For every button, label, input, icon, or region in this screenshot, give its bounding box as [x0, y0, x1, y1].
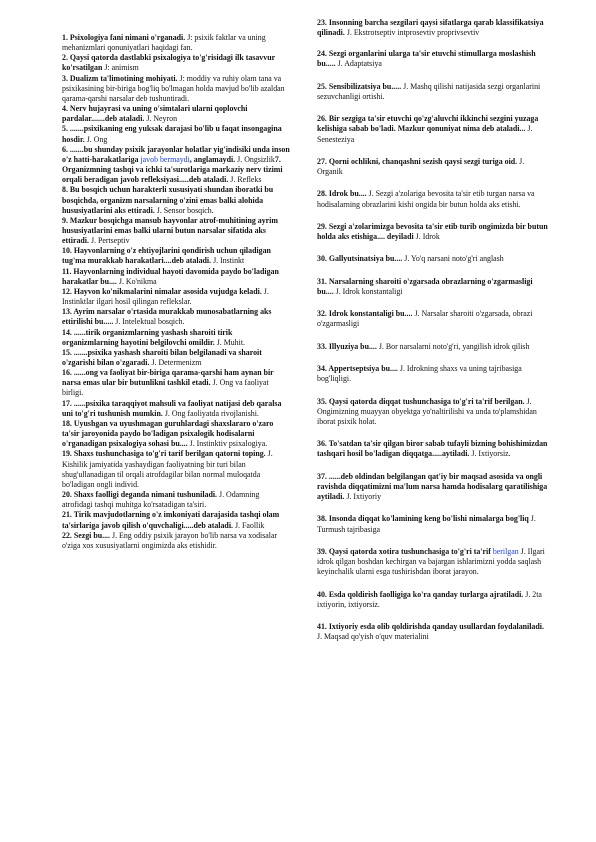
question-text: 35. Qaysi qatorda diqqat tushunchasiga to'g'ri ta'rif berilgan. — [317, 396, 525, 406]
question-item — [62, 267, 290, 287]
question-text: 27. Qorni ochlikni, chanqashni sezish qaysi sezgi turiga oid. — [317, 156, 518, 166]
answer-text: J. Intelektual bosqich. — [115, 317, 185, 327]
answer-text: J. Ekstrotseptiv intprosevtiv proprivsevtiv — [346, 28, 480, 38]
question-item — [317, 397, 549, 427]
answer-text: J. 2ta ixtiyorin, ixtiyorsiz. — [317, 589, 542, 609]
answer-text: J. Turmush tajribasiga — [317, 514, 536, 534]
answer-text: J. Neyron — [146, 114, 178, 124]
question-text: 34. Appertseptsiya bu.... — [317, 364, 398, 374]
answer-text: J. Ong — [86, 134, 108, 144]
question-item — [62, 185, 290, 215]
question-item — [62, 348, 290, 368]
answer-text: J. Senesteziya — [317, 124, 533, 144]
answer-text: J. Pertseptiv — [90, 236, 130, 246]
question-item — [317, 547, 549, 577]
question-item — [317, 157, 549, 177]
question-item — [62, 419, 290, 449]
question-text: 5. .......psixikaning eng yuksak darajasi bo'lib u faqat insongagina hosdir. — [62, 124, 282, 144]
question-text: 41. Ixtiyoriy esda olib qoldirishda qanday usullardan foydalaniladi. — [317, 622, 544, 632]
answer-text: J. Organik — [317, 156, 525, 177]
question-text: 23. Insonning barcha sezgilari qaysi sifatlarga qarab klassifikatsiya qilinadi. — [317, 18, 544, 38]
answer-text: J. Yo'q narsani noto'g'ri anglash — [404, 254, 504, 264]
answer-text: J: moddiy va ruhiy olam tana va psixikasining bir-biriga bog'liq bo'lmagan holda mavjud bo'lib azaldan qarama-qarshi narsalar deb tushuntiradi. — [62, 73, 285, 103]
answer-text: J. Ko'nikma — [118, 276, 157, 286]
question-text: 40. Esda qoldirish faolligiga ko'ra qanday turlarga ajratiladi. — [317, 589, 524, 599]
question-text: 37. ......deb oldindan belgilangan qat'iy bir maqsad asosida va ongli ravishda diqqatimizni ma'lum narsa hamda hodisalarg qaratilishiga aytiladi. — [317, 471, 548, 502]
answer-text: J. Muhit. — [216, 337, 245, 347]
question-item — [317, 622, 549, 642]
question-item — [317, 189, 549, 209]
answer-text: J. Ong faoliyatda rivojlanishi. — [164, 408, 259, 418]
answer-text: J. Idrokning shaxs va uning tajribasiga bog'liqligi. — [317, 364, 522, 384]
question-text: 19. Shaxs tushunchasiga to'g'ri tarif berilgan qatorni toping. — [62, 449, 266, 459]
question-text: 21. Tirik mavjudotlarning o'z imkoniyati darajasida tashqi olam ta'sirlariga javob qilish o'quvchaligi.....deb ataladi. — [62, 510, 280, 530]
answer-text: J. Refleks — [230, 175, 262, 185]
question-text: 38. Insonda diqqat ko'lamining keng bo'lishi nimalarga bog'liq — [317, 514, 529, 524]
question-text: 4. Nerv hujayrasi va uning o'simtalari ularni qoplovchi pardalar.......deb ataladi. — [62, 104, 248, 124]
question-text: 33. Illyuziya bu.... — [317, 341, 377, 351]
question-text: 7. Organizmning tashqi va ichki ta'surotlariga markaziy nerv tizimi orqali beradigan javob refleksiyasi.....deb ataladi. — [62, 154, 283, 185]
question-text: 15. .......psixika yashash sharoiti bilan belgilanadi va sharoit o'zgarishi bilan o'zgaradi. — [62, 347, 262, 367]
answer-text: J. Eng oddiy psixik jarayon bo'lib narsa va xodisalar o'ziga xos xususiyatlarni ongimizda aks etishidir. — [62, 530, 278, 550]
question-item — [317, 309, 549, 329]
question-item — [62, 104, 290, 124]
answer-text: J. Ongimizning muayyan obyektga yo'naltirilishi va unda to'plamshidan iborat psixik holat. — [317, 396, 537, 426]
answer-text: J. Ixtiyorsiz. — [471, 449, 511, 459]
question-text: 14. ......tirik organizmlarning yashash sharoiti tirik organizmlarning hayotini belgilovchi omildir. — [62, 327, 233, 347]
question-text: 11. Hayvonlarning individual hayoti davomida paydo bo'ladigan harakatlar bu.... — [62, 266, 279, 286]
highlighted-text: javob bermaydi — [140, 154, 190, 164]
question-item — [62, 33, 290, 53]
question-item — [62, 246, 290, 266]
question-text: 10. Hayvonlarning o'z ehtiyojlarini qondirish uchun qiladigan tug'ma murakkab harakatlari....deb ataladi. — [62, 246, 271, 266]
question-item — [317, 439, 549, 459]
question-item — [62, 307, 290, 327]
question-text: 26. Bir sezgiga ta'sir etuvchi qo'zg'aluvchi ikkinchi sezgini yuzaga kelishiga sabab bo'ladi. Mazkur qonuniyat nima deb ataladi... — [317, 114, 539, 134]
answer-text: J: psixik faktlar va uning mehanizmlari qonuniyatlari haqidagi fan. — [62, 33, 266, 53]
answer-text: J. Sezgi a'zolariga bevosita ta'sir etib turgan narsa va hodisalarning obrazlarini kishi ongida bir butun holda aks etishi. — [317, 189, 535, 209]
question-item — [317, 364, 549, 384]
left-column — [62, 33, 290, 551]
question-item — [317, 590, 549, 610]
question-text: 25. Sensibilizatsiya bu..... — [317, 81, 402, 91]
answer-text: J. Faollik — [234, 520, 265, 530]
answer-text: J. Idrok — [415, 232, 440, 242]
answer-text: J. Adaptatsiya — [337, 59, 382, 69]
question-text: 39. Qaysi qatorda xotira tushunchasiga to'g'ri ta'rif — [317, 546, 491, 556]
answer-text: J. Kishilik jamiyatida yashaydigan faoliyatning bir turi bilan shug'ullanadigan til orqali atrofdagilar bilan normal muloqatda bo'ladigan ongli individ. — [62, 449, 273, 489]
question-item — [62, 449, 290, 490]
question-text: 16. ......ong va faoliyat bir-biriga qarama-qarshi ham aynan bir narsa emas ular bir butunlikni tashkil etadi. — [62, 368, 274, 388]
answer-text: J. Bor narsalarni noto'g'ri, yangilish idrok qilish — [378, 341, 530, 351]
question-item — [62, 490, 290, 510]
question-text: 24. Sezgi organlarini ularga ta'sir etuvchi stimullarga moslashish bu..... — [317, 49, 536, 69]
question-text: , anglamaydi. — [189, 154, 236, 164]
question-item — [317, 49, 549, 69]
question-text: 17. ......psixika taraqqiyot mahsuli va faoliyat natijasi deb qaralsa uni to'g'ri tushunish mumkin. — [62, 398, 282, 418]
question-text: 12. Hayvon ko'nikmalarini nimalar asosida vujudga keladi. — [62, 286, 262, 296]
question-item — [62, 74, 290, 104]
answer-text: J. Instinktiv psixalogiya. — [189, 439, 268, 449]
answer-text: J. Determenizm — [151, 358, 202, 367]
question-text: 30. Gallyutsinatsiya bu.... — [317, 254, 403, 264]
answer-text: J. Instinktlar ilgari hosil qilingan reflekslar. — [62, 286, 269, 307]
question-item — [62, 287, 290, 307]
question-text: 8. Bu bosqich uchun harakterli xususiyati shundan iboratki bu bosqichda, organizm narsalarning o'zini emas balki alohida hususiyatlarini aks ettiradi. — [62, 185, 274, 215]
question-text: 6. .......bu shunday psixik jarayonlar holatlar yig'indisiki unda inson o'z hatti-harakatlariga — [62, 144, 290, 164]
question-item — [62, 124, 290, 144]
question-text: 1. Psixologiya fani nimani o'rganadi. — [62, 33, 186, 42]
answer-text: J. Sensor bosqich. — [156, 205, 214, 215]
answer-text: J. Odamning atrofidagi tashqi muhitga ko'rsatadigan ta'siri. — [62, 490, 260, 510]
question-item — [317, 472, 549, 502]
question-item — [62, 368, 290, 398]
question-item — [317, 222, 549, 242]
question-item — [62, 399, 290, 419]
question-item — [317, 18, 549, 38]
question-text: 2. Qaysi qatorda dastlabki psixalogiya to'g'risidagi ilk tasavvur ko'rsatilgan — [62, 53, 275, 73]
right-column — [317, 18, 549, 655]
question-text: 29. Sezgi a'zolarimizga bevosita ta'sir etib turib ongimizda bir butun holda aks etishiga.... deyiladi — [317, 221, 548, 242]
question-text: 3. Dualizm ta'limotining mohiyati. — [62, 73, 178, 83]
question-item — [62, 216, 290, 246]
answer-text: J. Idrok konstantaligi — [335, 286, 403, 296]
highlighted-text: berilgan — [492, 546, 519, 556]
answer-text: J. Ixtiyoriy — [346, 492, 382, 502]
question-text: 36. To'satdan ta'sir qilgan biror sabab tufayli bizning bohishimizdan tashqari hosil bo'ladigan diqqatga.....aytiladi. — [317, 439, 548, 459]
answer-text: J. Maqsad qo'yish o'quv materialini — [317, 632, 429, 642]
question-text: 13. Ayrim narsalar o'rtasida murakkab munosabatlarning aks ettirilishi bu..... — [62, 307, 272, 327]
question-text: 22. Sezgi bu.... — [62, 530, 111, 540]
question-item — [62, 531, 290, 551]
question-item — [317, 114, 549, 144]
question-item — [62, 328, 290, 348]
question-text: 31. Narsalarning sharoiti o'zgarsada obrazlarning o'zgarmasligi bu.... — [317, 276, 533, 296]
question-item — [317, 82, 549, 102]
question-item — [62, 145, 290, 186]
question-text: 32. Idrok konstantaligi bu.... — [317, 309, 413, 319]
answer-text: J. Ilgari idrok qilgan boshdan kechirgan va bajargan ishlarimizni yodda saqlash keyinchalik ularni esga tushirishdan iborat jarayon. — [317, 546, 545, 577]
question-item — [62, 53, 290, 73]
question-text: 28. Idrok bu.... — [317, 189, 367, 199]
question-item — [317, 254, 549, 264]
answer-text: J. Ong va faoliyat birligi. — [62, 378, 269, 398]
question-text: 9. Mazkur bosqichga mansub hayvonlar atrof-muhitining ayrim hususiyatlarini emas balki ularni butun narsalar sifatida aks ettiradi. — [62, 215, 278, 246]
question-item — [317, 514, 549, 534]
question-item — [317, 277, 549, 297]
question-text: 20. Shaxs faolligi deganda nimani tushuniladi. — [62, 490, 218, 500]
answer-text: J. Instinkt — [213, 256, 245, 266]
answer-text: J. Mashq qilishi natijasida sezgi organlarini sezuvchanligi ortishi. — [317, 81, 541, 101]
question-text: 18. Uyushgan va uyushmagan guruhlardagi shaxslararo o'zaro ta'sir jaroyonida paydo bo'ladigan psixalogik hodisalarni o'rganadigan psixalogiya sohasi bu.... — [62, 418, 274, 449]
answer-text: J. Narsalar sharoiti o'zgarsada, obrazi o'zgarmasligi — [317, 309, 533, 329]
answer-text: J: animism — [104, 63, 139, 73]
question-item — [317, 342, 549, 352]
answer-text: J. Ongsizlik — [237, 154, 275, 164]
question-item — [62, 510, 290, 530]
